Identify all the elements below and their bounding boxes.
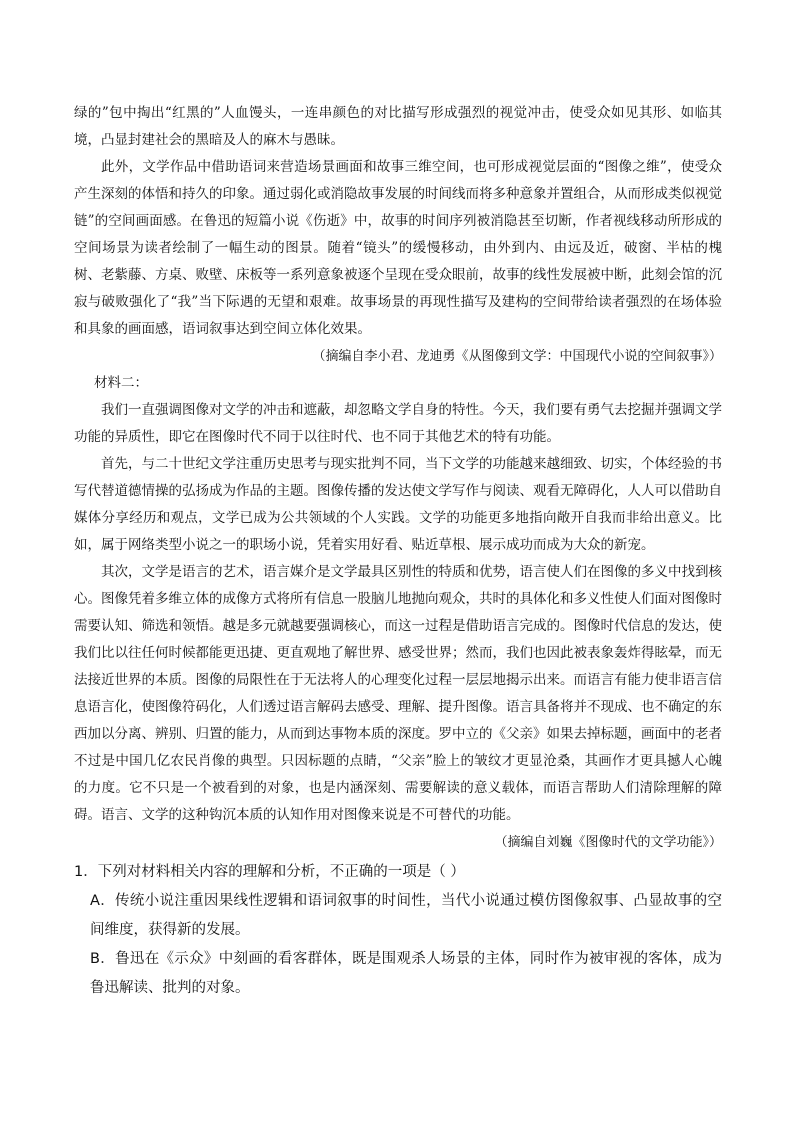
document-page [74, 100, 722, 1003]
question-1-option-b: B．鲁迅在《示众》中刻画的看客群体，既是围观杀人场景的主体，同时作为被审视的客体，成为鲁迅解读、批判的对象。 [90, 951, 722, 996]
material1-paragraph-2: 此外，文学作品中借助语词来营造场景画面和故事三维空间，也可形成视觉层面的“图像之维”，使受众产生深刻的体悟和持久的印象。通过弱化或消隐故事发展的时间线而将多种意象并置组合，从而形成类似视觉链”的空间画面感。在鲁迅的短篇小说《伤逝》中，故事的时间序列被消隐甚至切断，作者视线移动所形成的空间场景为读者绘制了一幅生动的图景。随着“镜头”的缓慢移动，由外到内、由远及近，破窗、半枯的槐树、老紫藤、方桌、败壁、床板等一系列意象被逐个呈现在受众眼前，故事的线性发展被中断，此刻会馆的沉寂与破败强化了“我”当下际遇的无望和艰难。故事场景的再现性描写及建构的空间带给读者强烈的在场体验和具象的画面感，语词叙事达到空间立体化效果。 [74, 159, 722, 337]
material1-source: （摘编自李小君、龙迪勇《从图像到文学：中国现代小说的空间叙事》） [312, 349, 722, 364]
material2-paragraph-1: 我们一直强调图像对文学的冲击和遮蔽，却忽略文学自身的特性。今天，我们要有勇气去挖掘并强调文学功能的异质性，即它在图像时代不同于以往时代、也不同于其他艺术的特有功能。 [74, 402, 722, 445]
material2-label: 材料二： [94, 375, 148, 391]
material2-paragraph-3: 其次，文学是语言的艺术，语言媒介是文学最具区别性的特质和优势，语言使人们在图像的多义中找到核心。图像凭着多维立体的成像方式将所有信息一股脑儿地抛向观众，共时的具体化和多义性使人们面对图像时需要认知、筛选和领悟。越是多元就越要强调核心，而这一过程是借助语言完成的。图像时代信息的发达，使我们比以往任何时候都能更迅捷、更直观地了解世界、感受世界；然而，我们也因此被表象轰炸得眩晕，而无法接近世界的本质。图像的局限性在于无法将人的心理变化过程一层层地揭示出来。而语言有能力使非语言信息语言化，使图像符码化，人们透过语言解码去感受、理解、提升图像。语言具备将并不现成、也不确定的东西加以分离、辨别、归置的能力，从而到达事物本质的深度。罗中立的《父亲》如果去掉标题，画面中的老者不过是中国几亿农民肖像的典型。只因标题的点睛，“父亲”脸上的皱纹才更显沧桑，其画作才更具撼人心魄的力度。它不只是一个被看到的对象，也是内涵深刻、需要解读的意义载体，而语言帮助人们清除理解的障碍。语言、文学的这种钩沉本质的认知作用对图像来说是不可替代的功能。 [74, 564, 722, 823]
material1-paragraph-continued: 绿的”包中掏出“红黑的”人血馒头，一连串颜色的对比描写形成强烈的视觉冲击，使受众如见其形、如临其境，凸显封建社会的黑暗及人的麻木与愚昧。 [74, 105, 722, 148]
material2-source: （摘编自刘巍《图像时代的文学功能》） [494, 835, 722, 850]
question-1-option-a: A．传统小说注重因果线性逻辑和语词叙事的时间性，当代小说通过模仿图像叙事、凸显故事的空间维度，获得新的发展。 [90, 893, 722, 938]
material2-paragraph-2: 首先，与二十世纪文学注重历史思考与现实批判不同，当下文学的功能越来越细致、切实，个体经验的书写代替道德情操的弘扬成为作品的主题。图像传播的发达使文学写作与阅读、观看无障碍化，人人可以借助自媒体分享经历和观点，文学已成为公共领域的个人实践。文学的功能更多地指向敞开自我而非给出意义。比如，属于网络类型小说之一的职场小说，凭着实用好看、贴近草根、展示成功而成为大众的新宠。 [74, 456, 722, 553]
question-1-stem: 1．下列对材料相关内容的理解和分析，不正确的一项是（ ） [74, 864, 465, 880]
